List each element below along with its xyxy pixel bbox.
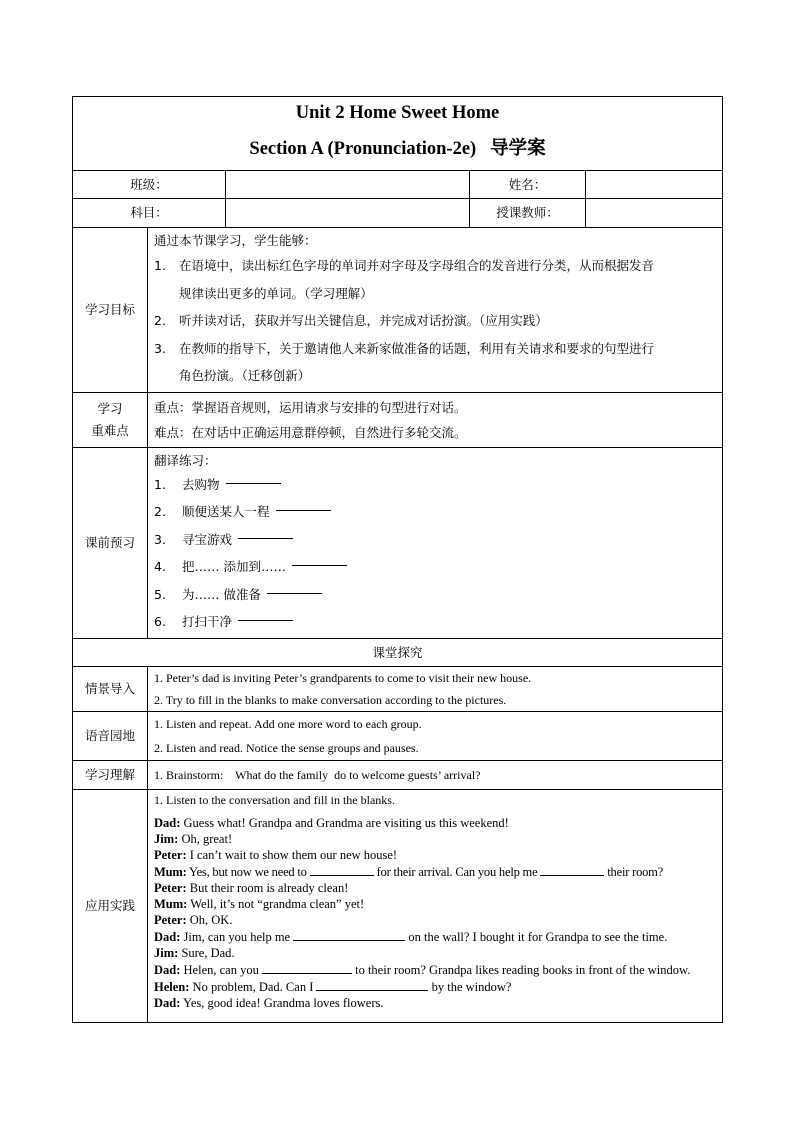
- dialogue-line: Dad: Helen, can you to their room? Grandpa likes reading books in front of the window.: [154, 963, 691, 977]
- objectives-intro: 通过本节课学习，学生能够：: [154, 233, 317, 249]
- dialogue-line: Jim: Sure, Dad.: [154, 946, 235, 960]
- translation-item: 1. 去购物: [154, 471, 716, 499]
- focus-label: 学习 重难点: [73, 393, 148, 448]
- preview-row: [73, 448, 723, 639]
- translation-item: 2. 顺便送某人一程: [154, 498, 716, 526]
- objectives-content: [154, 230, 714, 390]
- dialogue-line: Helen: No problem, Dad. Can I by the window?: [154, 980, 512, 994]
- explore-heading-row: [73, 639, 723, 667]
- subject-label: 科目：: [73, 199, 226, 228]
- objectives-label: 学习目标: [73, 228, 148, 393]
- objectives-row: [73, 228, 723, 393]
- phonics-row: [73, 712, 723, 761]
- translation-item: 3. 寻宝游戏: [154, 526, 716, 554]
- translation-item: 5. 为…… 做准备: [154, 581, 716, 609]
- situation-line: 2. Try to fill in the blanks to make conversation according to the pictures.: [154, 693, 507, 707]
- dialogue-line: Mum: Well, it’s not “grandma clean” yet!: [154, 897, 365, 911]
- understanding-row: [73, 761, 723, 790]
- focus-difficult-point: 难点：在对话中正确运用意群停顿，自然进行多轮交流。: [154, 425, 467, 440]
- answer-blank[interactable]: [292, 553, 347, 566]
- answer-blank[interactable]: [540, 863, 604, 876]
- subject-field[interactable]: [226, 199, 470, 228]
- name-field[interactable]: [586, 171, 723, 199]
- answer-blank[interactable]: [267, 581, 322, 594]
- objective-item: 1. 在语境中，读出标红色字母的单词并对字母及字母组合的发音进行分类，从而根据发音: [154, 258, 655, 274]
- page-subtitle: Section A (Pronunciation-2e) 导学案: [249, 139, 546, 159]
- name-label: 姓名：: [470, 171, 586, 199]
- phonics-line: 1. Listen and repeat. Add one more word to each group.: [154, 717, 422, 731]
- practice-label: 应用实践: [73, 790, 148, 1023]
- phonics-label: 语音园地: [73, 712, 148, 761]
- dialogue-line: Mum: Yes, but now we need to for their arrival. Can you help me their room?: [154, 865, 664, 879]
- answer-blank[interactable]: [276, 498, 331, 511]
- dialogue-line: Dad: Yes, good idea! Grandma loves flowers.: [154, 996, 384, 1010]
- answer-blank[interactable]: [262, 961, 352, 974]
- understanding-label: 学习理解: [73, 761, 148, 790]
- translation-item: 4. 把…… 添加到……: [154, 553, 716, 581]
- objective-item-continued: 角色扮演。（迁移创新）: [179, 368, 311, 384]
- answer-blank[interactable]: [226, 471, 281, 484]
- teacher-field[interactable]: [586, 199, 723, 228]
- situation-label: 情景导入: [73, 667, 148, 712]
- subject-teacher-row: [73, 199, 723, 228]
- objective-item: 3. 在教师的指导下，关于邀请他人来新家做准备的话题，利用有关请求和要求的句型进行: [154, 340, 655, 356]
- class-field[interactable]: [226, 171, 470, 199]
- class-label: 班级：: [73, 171, 226, 199]
- page-title: Unit 2 Home Sweet Home: [295, 103, 500, 123]
- dialogue-line: Jim: Oh, great!: [154, 832, 233, 846]
- situation-line: 1. Peter’s dad is inviting Peter’s grandparents to come to visit their new house.: [154, 671, 532, 685]
- objective-item: 2. 听并读对话，获取并写出关键信息，并完成对话扮演。（应用实践）: [154, 313, 548, 329]
- dialogue-line: Dad: Guess what! Grandpa and Grandma are visiting us this weekend!: [154, 816, 509, 830]
- answer-blank[interactable]: [316, 978, 428, 991]
- situation-row: [73, 667, 723, 712]
- dialogue-line: Peter: I can’t wait to show them our new house!: [154, 848, 398, 862]
- practice-intro: 1. Listen to the conversation and fill in the blanks.: [154, 793, 395, 807]
- phonics-line: 2. Listen and read. Notice the sense groups and pauses.: [154, 741, 419, 755]
- practice-row: [73, 790, 723, 1023]
- title-row: [73, 97, 723, 171]
- focus-row: [73, 393, 723, 448]
- translation-item: 6. 打扫干净: [154, 608, 716, 636]
- objective-item-continued: 规律读出更多的单词。（学习理解）: [179, 285, 373, 301]
- guide-sheet-table: [72, 96, 723, 1023]
- dialogue: [154, 815, 716, 1011]
- answer-blank[interactable]: [238, 526, 293, 539]
- preview-label: 课前预习: [73, 448, 148, 639]
- dialogue-line: Peter: But their room is already clean!: [154, 881, 349, 895]
- explore-heading: 课堂探究: [73, 639, 723, 667]
- answer-blank[interactable]: [238, 608, 293, 621]
- dialogue-line: Peter: Oh, OK.: [154, 913, 233, 927]
- teacher-label: 授课教师：: [470, 199, 586, 228]
- class-name-row: [73, 171, 723, 199]
- preview-intro: 翻译练习：: [154, 452, 217, 468]
- understanding-line: 1. Brainstorm: What do the family do to welcome guests’ arrival?: [148, 761, 723, 790]
- answer-blank[interactable]: [310, 863, 374, 876]
- dialogue-line: Dad: Jim, can you help me on the wall? I bought it for Grandpa to see the time.: [154, 930, 668, 944]
- answer-blank[interactable]: [293, 928, 405, 941]
- focus-key-point: 重点：掌握语音规则，运用请求与安排的句型进行对话。: [154, 400, 467, 415]
